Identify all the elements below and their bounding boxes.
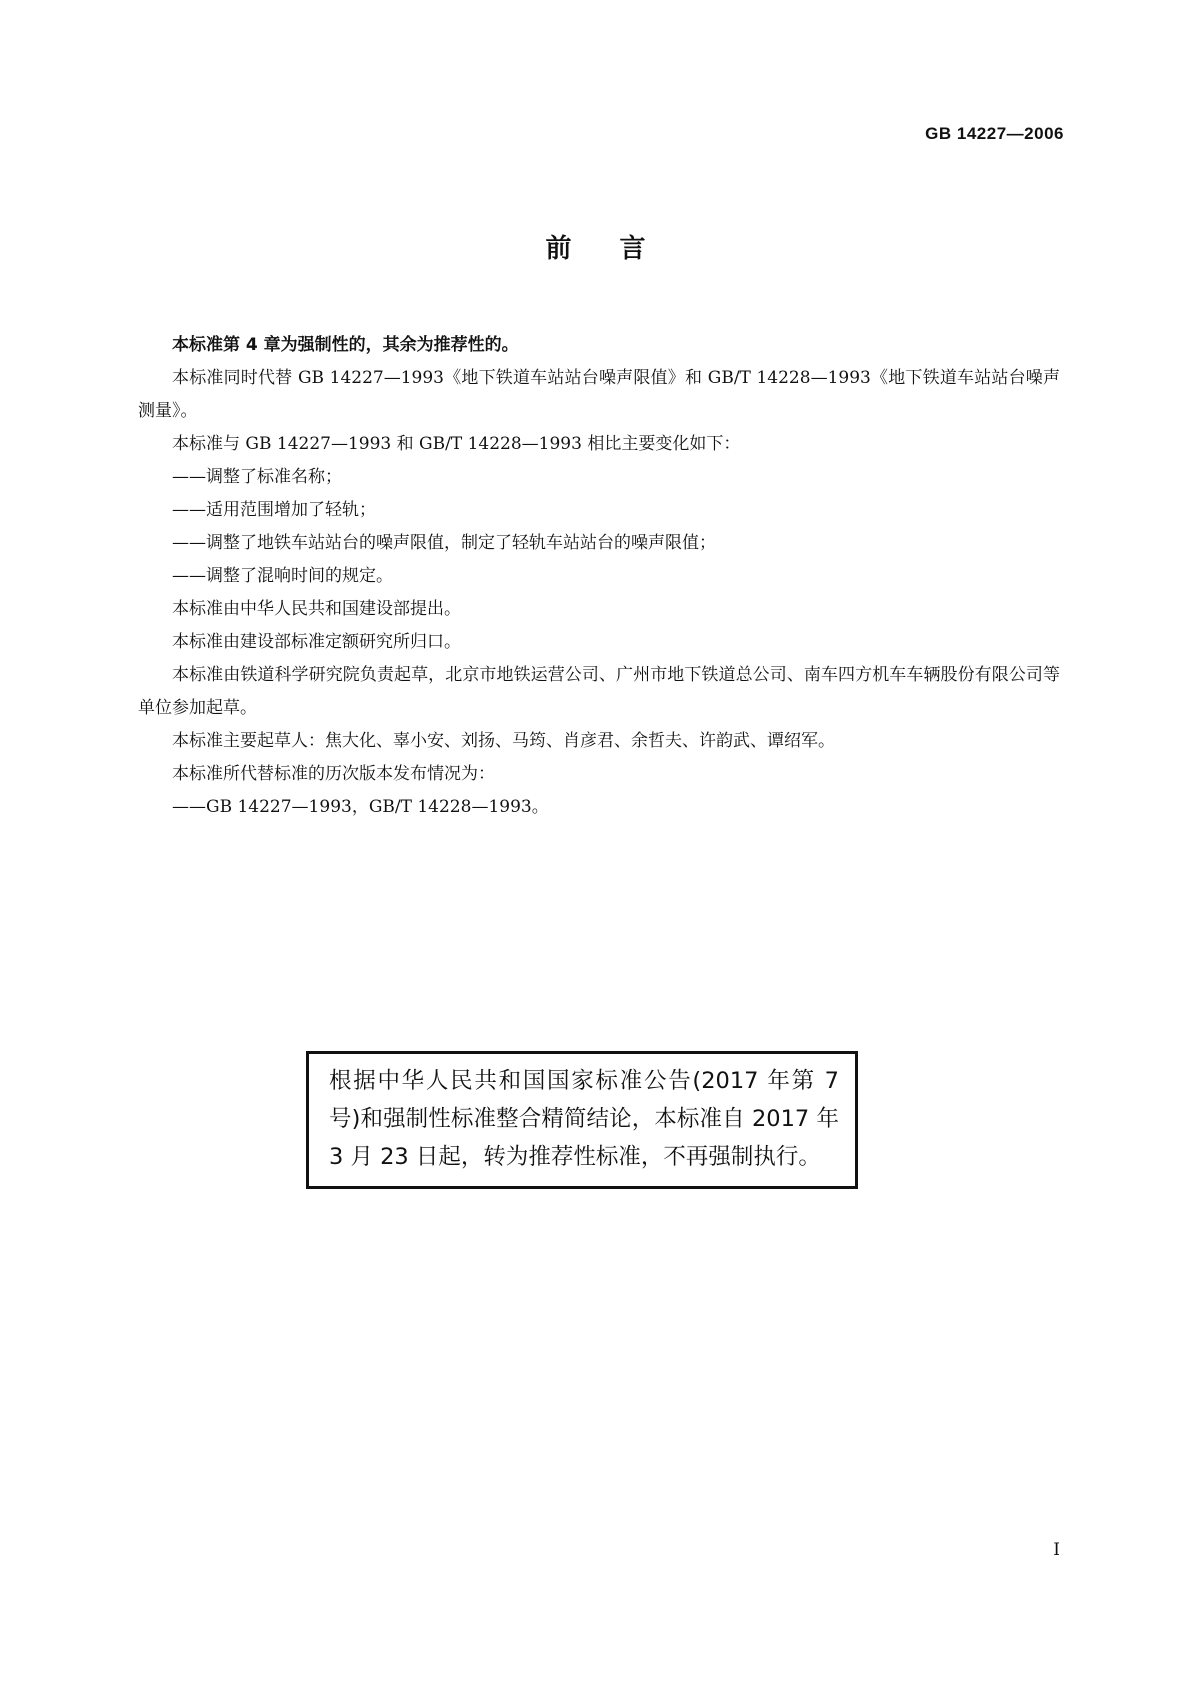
- previous-edition-item: ——GB 14227—1993，GB/T 14228—1993。: [172, 797, 549, 817]
- page-title: 前言: [545, 234, 694, 264]
- paragraph-previous-editions: 本标准所代替标准的历次版本发布情况为：: [172, 764, 495, 784]
- change-item: ——适用范围增加了轻轨；: [172, 500, 376, 520]
- paragraph-proposed-by: 本标准由中华人民共和国建设部提出。: [172, 599, 461, 619]
- notice-box: 根据中华人民共和国国家标准公告(2017 年第 7 号)和强制性标准整合精简结论，本标准自 2017 年 3 月 23 日起，转为推荐性标准，不再强制执行。: [306, 1051, 858, 1189]
- page-number: I: [1053, 1540, 1060, 1560]
- change-item: ——调整了标准名称；: [172, 467, 342, 487]
- paragraph-mandatory-scope: 本标准第 4 章为强制性的，其余为推荐性的。: [172, 335, 519, 355]
- paragraph-drafted-by: 本标准由铁道科学研究院负责起草，北京市地铁运营公司、广州市地下铁道总公司、南车四方机车车辆股份有限公司等单位参加起草。: [138, 665, 1060, 718]
- standard-code: GB 14227—2006: [925, 124, 1064, 143]
- paragraph-changes-intro: 本标准与 GB 14227—1993 和 GB/T 14228—1993 相比主要变化如下：: [172, 434, 741, 454]
- paragraph-main-drafters: 本标准主要起草人：焦大化、辜小安、刘扬、马筠、肖彦君、余哲夫、许韵武、谭绍军。: [172, 731, 835, 751]
- change-item: ——调整了混响时间的规定。: [172, 566, 393, 586]
- foreword-body: [138, 329, 1060, 824]
- paragraph-centralized-by: 本标准由建设部标准定额研究所归口。: [172, 632, 461, 652]
- change-item: ——调整了地铁车站站台的噪声限值，制定了轻轨车站站台的噪声限值；: [172, 533, 716, 553]
- paragraph-replaces: 本标准同时代替 GB 14227—1993《地下铁道车站站台噪声限值》和 GB/T 14228—1993《地下铁道车站站台噪声测量》。: [138, 368, 1060, 421]
